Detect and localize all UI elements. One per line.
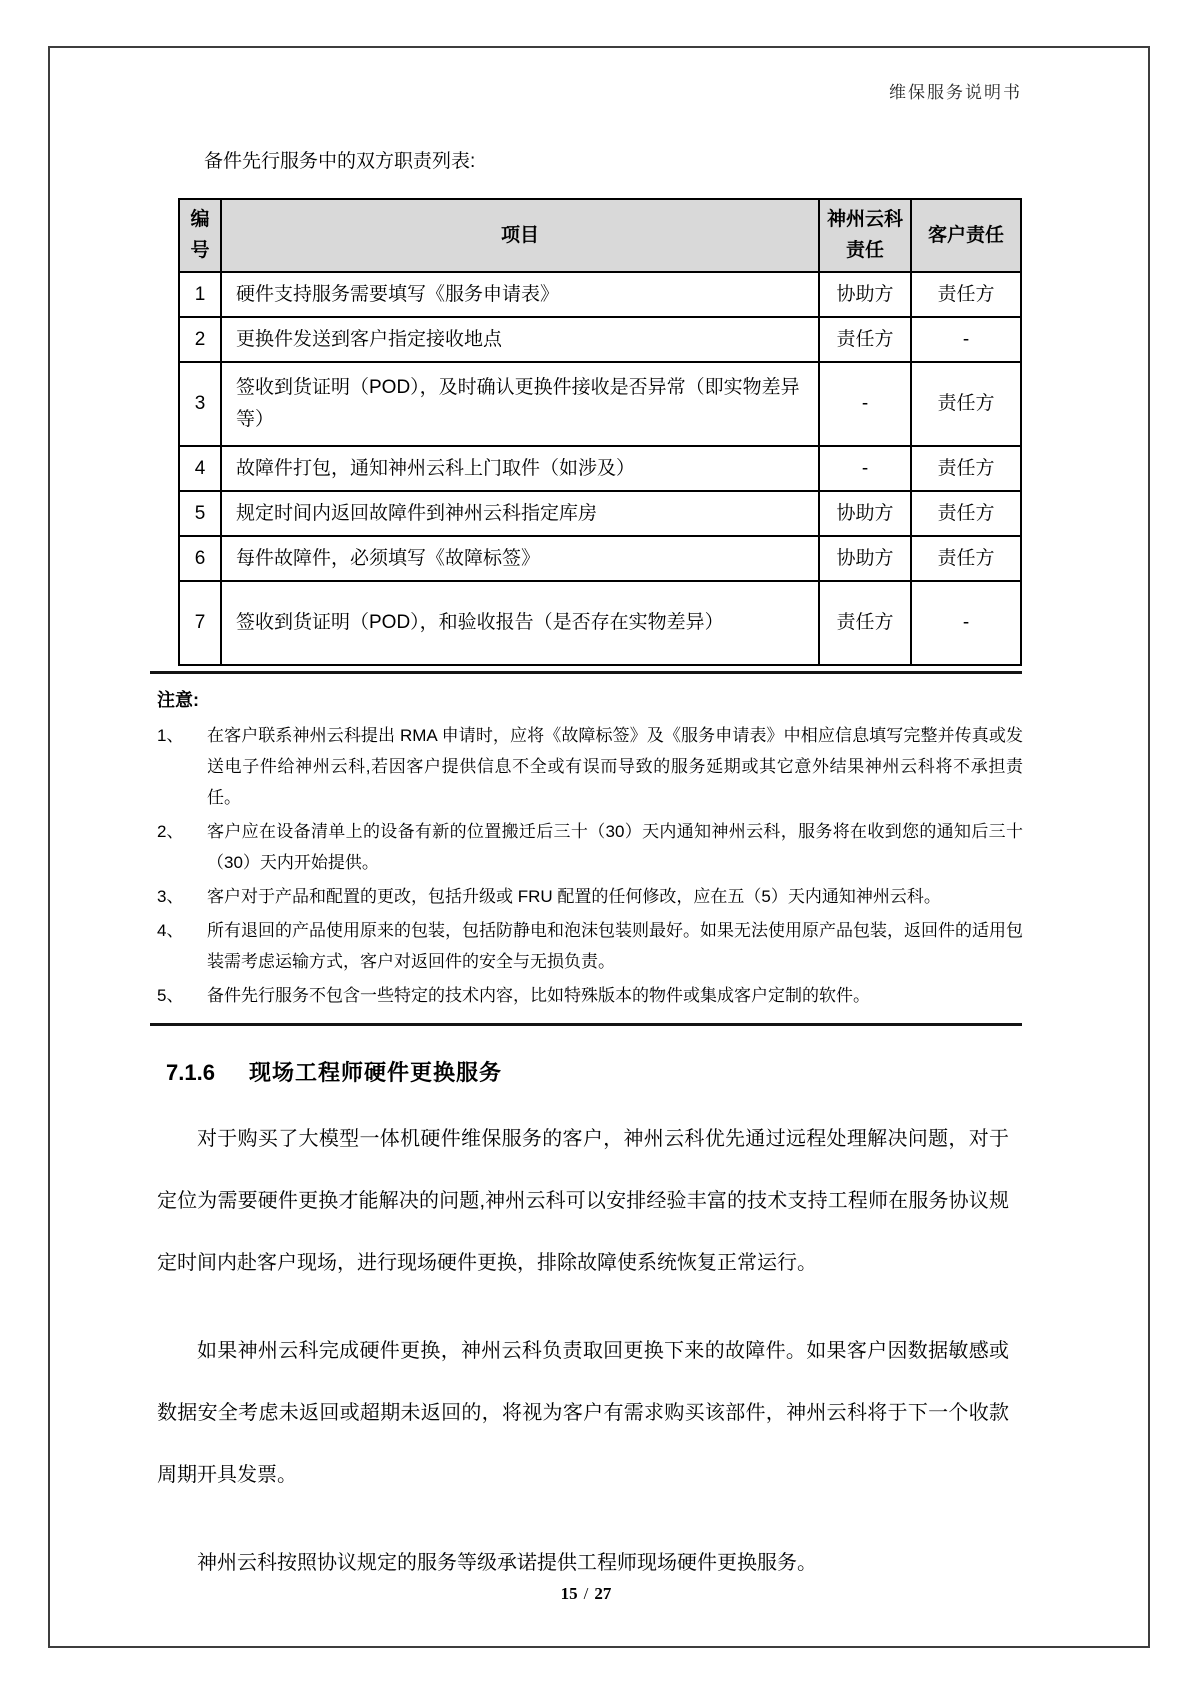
cell-vendor: 协助方 (819, 536, 911, 581)
divider-rule-above-heading (150, 1023, 1022, 1026)
cell-vendor: - (819, 446, 911, 491)
note-number: 1、 (157, 726, 184, 745)
table-row (179, 362, 1021, 446)
current-page-number: 15 (560, 1584, 578, 1603)
note-text: 在客户联系神州云科提出 RMA 申请时，应将《故障标签》及《服务申请表》中相应信息填写完整并传真或发送电子件给神州云科,若因客户提供信息不全或有误而导致的服务延期或其它意外结果神州云科将不承担责任。 (207, 726, 1023, 807)
table-row (179, 491, 1021, 536)
cell-customer: 责任方 (911, 446, 1021, 491)
note-text: 客户应在设备清单上的设备有新的位置搬迁后三十（30）天内通知神州云科，服务将在收到您的通知后三十（30）天内开始提供。 (207, 822, 1023, 872)
header-item: 项目 (221, 199, 819, 272)
cell-item: 故障件打包，通知神州云科上门取件（如涉及） (221, 446, 819, 491)
paragraph: 如果神州云科完成硬件更换，神州云科负责取回更换下来的故障件。如果客户因数据敏感或数据安全考虑未返回或超期未返回的，将视为客户有需求购买该部件，神州云科将于下一个收款周期开具发票。 (157, 1340, 1009, 1486)
table-row (179, 272, 1021, 317)
document-header-title: 维保服务说明书 (889, 83, 1022, 102)
cell-customer: - (911, 581, 1021, 665)
cell-customer: 责任方 (911, 536, 1021, 581)
header-no: 编号 (179, 199, 221, 272)
cell-no: 3 (179, 362, 221, 446)
table-row (179, 581, 1021, 665)
cell-no: 4 (179, 446, 221, 491)
note-item (157, 720, 1023, 813)
cell-item: 规定时间内返回故障件到神州云科指定库房 (221, 491, 819, 536)
total-page-number: 27 (594, 1584, 612, 1603)
table-row (179, 317, 1021, 362)
table-row (179, 536, 1021, 581)
section-number: 7.1.6 (166, 1060, 215, 1085)
table-intro-text: 备件先行服务中的双方职责列表: (204, 151, 476, 172)
cell-item: 更换件发送到客户指定接收地点 (221, 317, 819, 362)
note-item (157, 816, 1023, 878)
note-number: 4、 (157, 921, 184, 940)
note-text: 所有退回的产品使用原来的包装，包括防静电和泡沫包装则最好。如果无法使用原产品包装，返回件的适用包装需考虑运输方式，客户对返回件的安全与无损负责。 (207, 921, 1023, 971)
note-number: 3、 (157, 887, 184, 906)
note-item (157, 881, 1023, 912)
paragraph: 神州云科按照协议规定的服务等级承诺提供工程师现场硬件更换服务。 (197, 1552, 817, 1574)
cell-customer: 责任方 (911, 491, 1021, 536)
cell-customer: 责任方 (911, 362, 1021, 446)
note-number: 2、 (157, 822, 184, 841)
cell-no: 2 (179, 317, 221, 362)
table-row (179, 446, 1021, 491)
cell-item: 硬件支持服务需要填写《服务申请表》 (221, 272, 819, 317)
cell-vendor: 责任方 (819, 317, 911, 362)
header-customer-responsibility: 客户责任 (911, 199, 1021, 272)
cell-item: 签收到货证明（POD），和验收报告（是否存在实物差异） (221, 581, 819, 665)
cell-no: 6 (179, 536, 221, 581)
cell-no: 5 (179, 491, 221, 536)
note-item (157, 915, 1023, 977)
cell-item: 每件故障件，必须填写《故障标签》 (221, 536, 819, 581)
section-body (157, 1108, 1009, 1620)
cell-vendor: 协助方 (819, 272, 911, 317)
page-footer (150, 1584, 1022, 1604)
cell-vendor: 责任方 (819, 581, 911, 665)
notes-list (157, 720, 1023, 1014)
notes-title: 注意: (157, 690, 199, 710)
page-separator: / (583, 1584, 589, 1603)
header-vendor-responsibility: 神州云科责任 (819, 199, 911, 272)
section-title: 现场工程师硬件更换服务 (248, 1060, 502, 1085)
cell-no: 1 (179, 272, 221, 317)
responsibility-table (178, 198, 1022, 666)
divider-rule-below-table (150, 671, 1022, 674)
table-header-row (179, 199, 1021, 272)
section-heading (166, 1056, 502, 1087)
cell-customer: - (911, 317, 1021, 362)
cell-item: 签收到货证明（POD），及时确认更换件接收是否异常（即实物差异等） (221, 362, 819, 446)
paragraph: 对于购买了大模型一体机硬件维保服务的客户，神州云科优先通过远程处理解决问题，对于定位为需要硬件更换才能解决的问题,神州云科可以安排经验丰富的技术支持工程师在服务协议规定时间内赴客户现场，进行现场硬件更换，排除故障使系统恢复正常运行。 (157, 1128, 1009, 1274)
cell-no: 7 (179, 581, 221, 665)
note-text: 客户对于产品和配置的更改，包括升级或 FRU 配置的任何修改，应在五（5）天内通知神州云科。 (207, 887, 941, 906)
cell-vendor: - (819, 362, 911, 446)
note-text: 备件先行服务不包含一些特定的技术内容，比如特殊版本的物件或集成客户定制的软件。 (207, 986, 870, 1005)
cell-customer: 责任方 (911, 272, 1021, 317)
note-number: 5、 (157, 986, 184, 1005)
cell-vendor: 协助方 (819, 491, 911, 536)
note-item (157, 980, 1023, 1011)
